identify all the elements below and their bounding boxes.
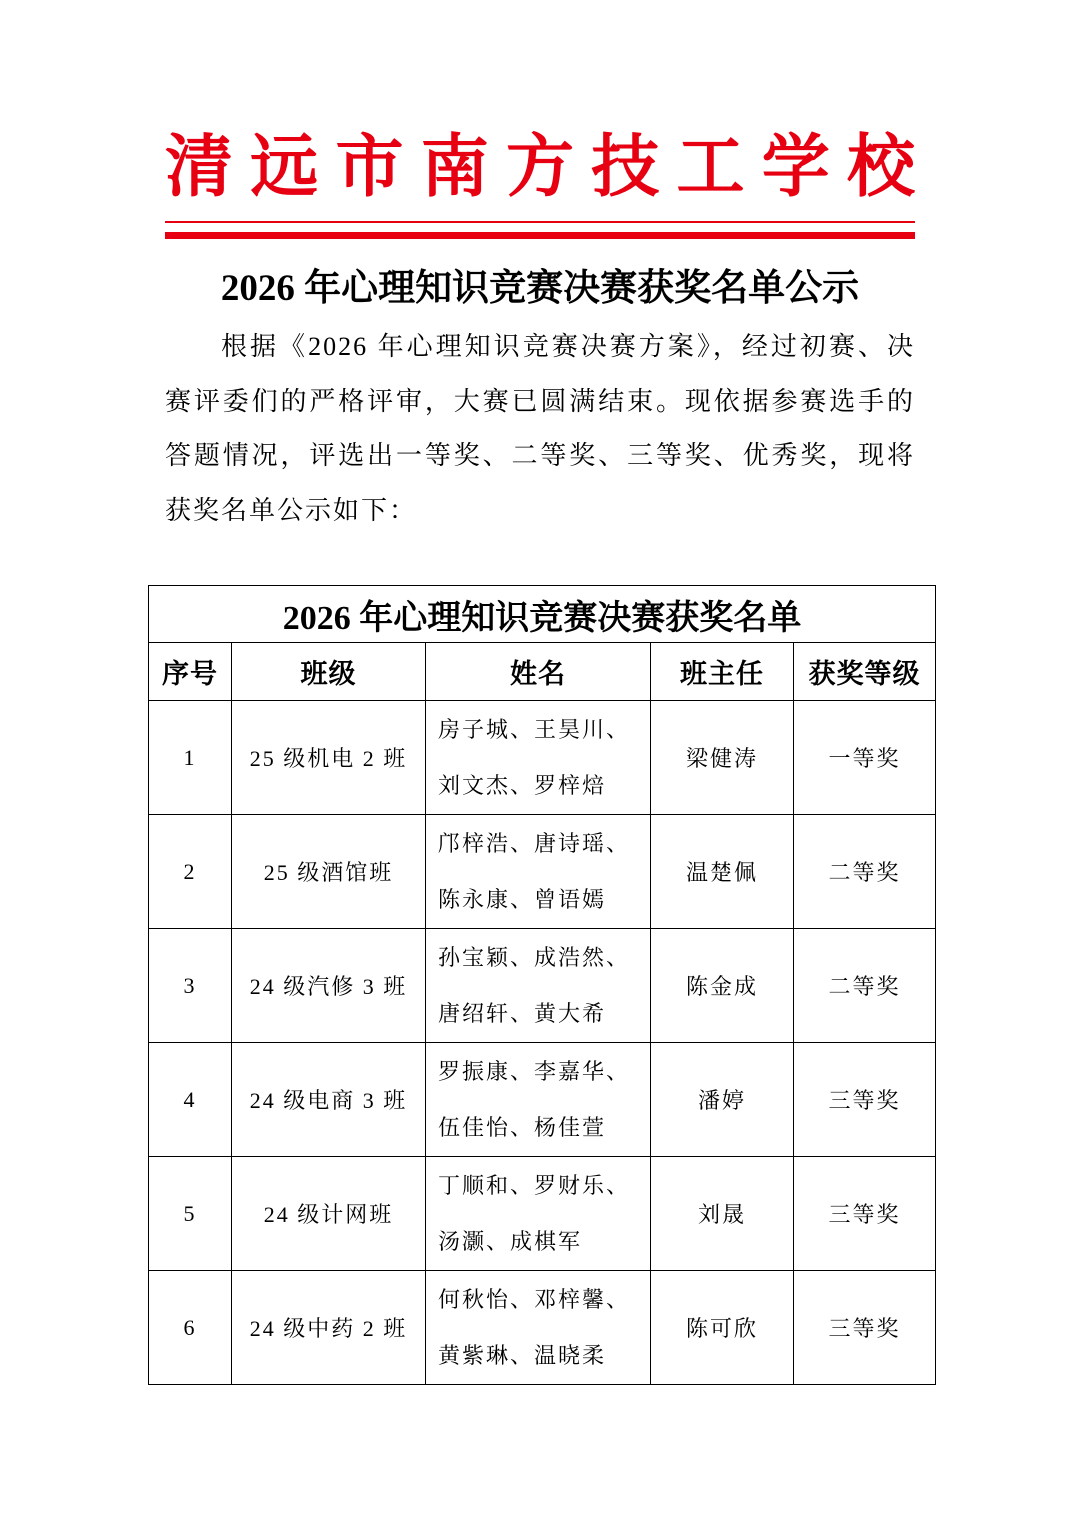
table-row <box>149 1271 936 1385</box>
cell-number: 5 <box>149 1157 232 1271</box>
cell-names: 房子城、王昊川、刘文杰、罗梓焙 <box>426 701 651 815</box>
table-row <box>149 1157 936 1271</box>
cell-award: 三等奖 <box>794 1157 936 1271</box>
cell-number: 2 <box>149 815 232 929</box>
table-header-row <box>149 643 936 701</box>
table-row <box>149 815 936 929</box>
cell-names: 罗振康、李嘉华、伍佳怡、杨佳萱 <box>426 1043 651 1157</box>
cell-award: 三等奖 <box>794 1043 936 1157</box>
cell-number: 6 <box>149 1271 232 1385</box>
cell-teacher: 陈可欣 <box>651 1271 794 1385</box>
column-header-award: 获奖等级 <box>794 643 936 701</box>
column-header-number: 序号 <box>149 643 232 701</box>
cell-number: 3 <box>149 929 232 1043</box>
cell-class: 24 级计网班 <box>232 1157 426 1271</box>
cell-award: 一等奖 <box>794 701 936 815</box>
table-row <box>149 929 936 1043</box>
cell-class: 25 级机电 2 班 <box>232 701 426 815</box>
cell-names: 何秋怡、邓梓馨、黄紫琳、温晓柔 <box>426 1271 651 1385</box>
cell-class: 24 级中药 2 班 <box>232 1271 426 1385</box>
cell-teacher: 刘晟 <box>651 1157 794 1271</box>
cell-names: 孙宝颖、成浩然、唐绍轩、黄大希 <box>426 929 651 1043</box>
cell-award: 二等奖 <box>794 929 936 1043</box>
column-header-names: 姓名 <box>426 643 651 701</box>
table-row <box>149 1043 936 1157</box>
cell-award: 三等奖 <box>794 1271 936 1385</box>
notice-intro-paragraph: 根据《2026 年心理知识竞赛决赛方案》，经过初赛、决赛评委们的严格评审，大赛已圆满结束。现依据参赛选手的答题情况，评选出一等奖、二等奖、三等奖、优秀奖，现将获奖名单公示如下： <box>165 332 915 525</box>
table-row <box>149 701 936 815</box>
cell-teacher: 温楚佩 <box>651 815 794 929</box>
table-caption: 2026 年心理知识竞赛决赛获奖名单 <box>149 586 936 643</box>
school-letterhead-title: 清远市南方技工学校 <box>165 129 933 205</box>
cell-class: 24 级电商 3 班 <box>232 1043 426 1157</box>
cell-teacher: 潘婷 <box>651 1043 794 1157</box>
column-header-teacher: 班主任 <box>651 643 794 701</box>
cell-number: 1 <box>149 701 232 815</box>
cell-award: 二等奖 <box>794 815 936 929</box>
award-table <box>148 585 936 1385</box>
notice-title: 2026 年心理知识竞赛决赛获奖名单公示 <box>220 268 860 309</box>
cell-names: 丁顺和、罗财乐、汤灏、成棋军 <box>426 1157 651 1271</box>
cell-class: 25 级酒馆班 <box>232 815 426 929</box>
cell-number: 4 <box>149 1043 232 1157</box>
letterhead-thick-rule <box>165 232 915 239</box>
cell-teacher: 陈金成 <box>651 929 794 1043</box>
letterhead-thin-rule <box>165 221 915 223</box>
cell-names: 邝梓浩、唐诗瑶、陈永康、曾语嫣 <box>426 815 651 929</box>
table-caption-row <box>149 586 936 643</box>
cell-class: 24 级汽修 3 班 <box>232 929 426 1043</box>
cell-teacher: 梁健涛 <box>651 701 794 815</box>
column-header-class: 班级 <box>232 643 426 701</box>
